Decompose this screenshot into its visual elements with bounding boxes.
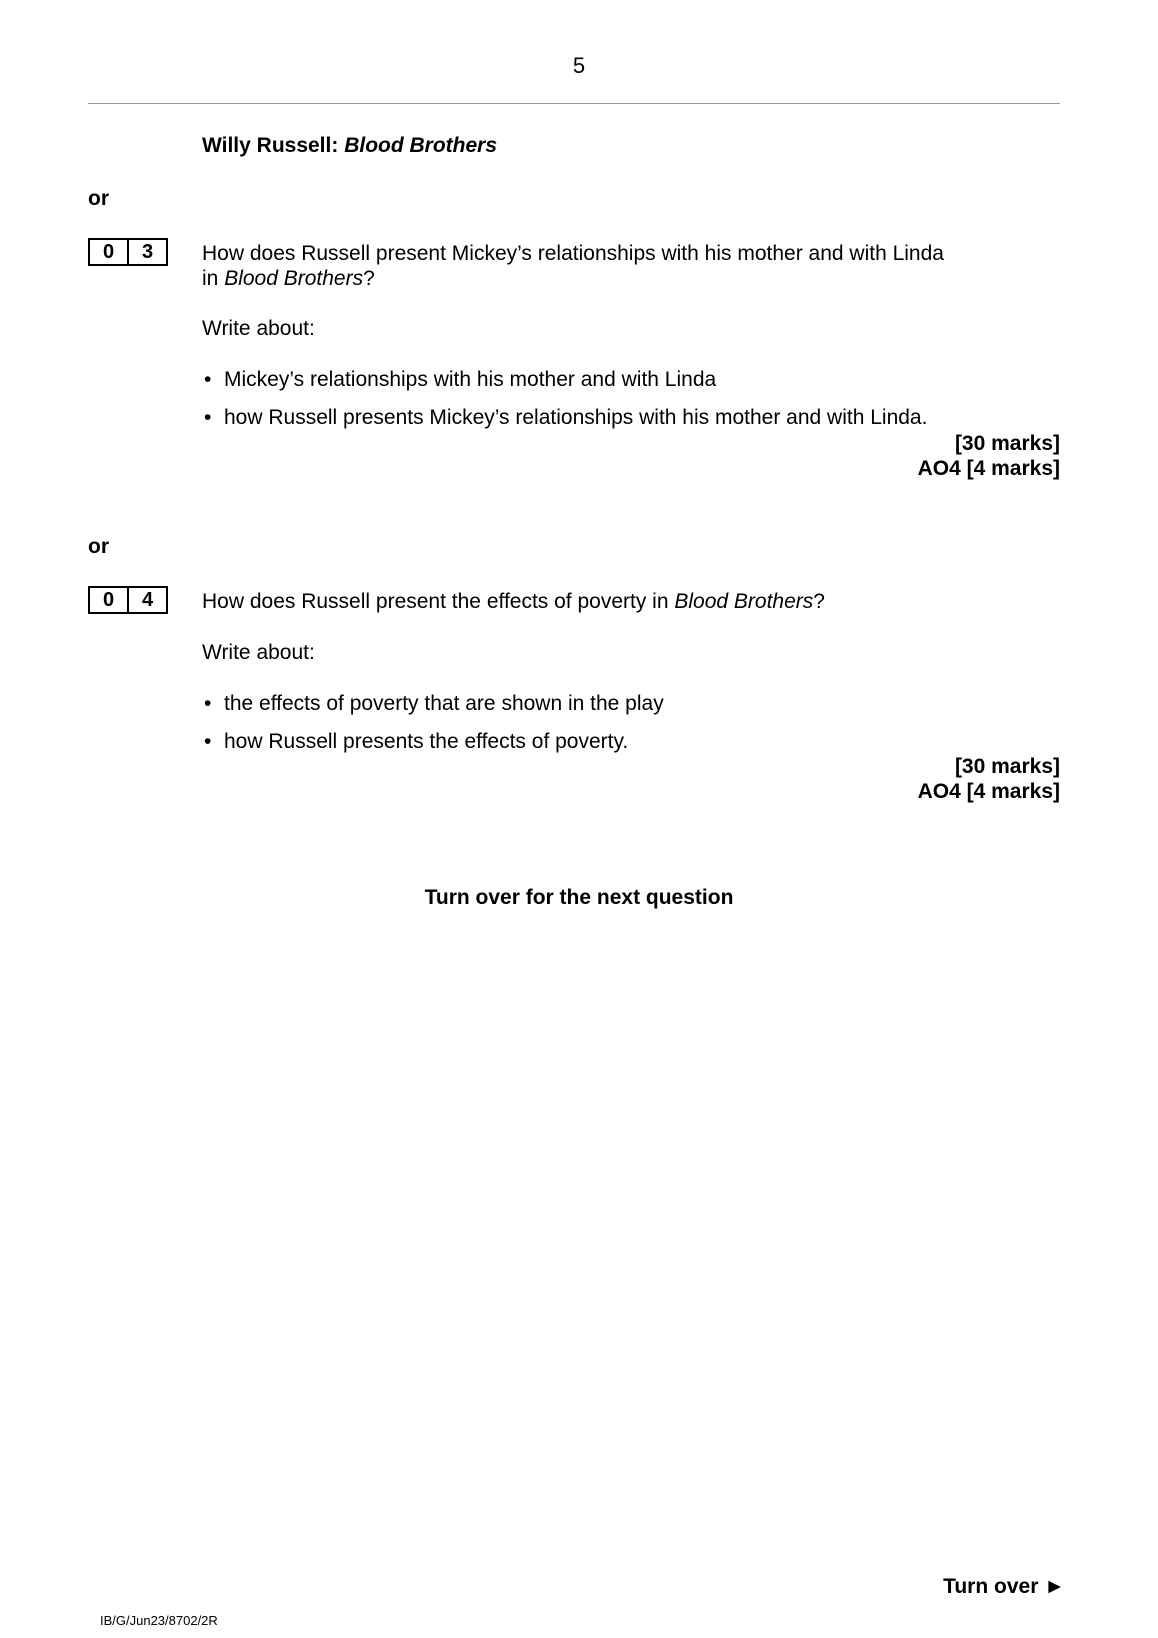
question-04-marks (918, 754, 1060, 804)
list-item: • the effects of poverty that are shown in the play (202, 691, 664, 716)
list-item: • how Russell presents the effects of poverty. (202, 729, 664, 754)
marks-ao4: AO4 [4 marks] (917, 780, 1060, 803)
question-digit: 0 (102, 589, 115, 611)
turn-over-label: Turn over ► (943, 1575, 1065, 1598)
prompt-prefix: How does Russell present the effects of poverty in (202, 590, 675, 613)
or-label-2: or (88, 535, 109, 558)
prompt-prefix: in (202, 267, 225, 290)
footer-reference: IB/G/Jun23/8702/2R (100, 1613, 218, 1628)
page-number: 5 (572, 53, 586, 78)
or-label-1: or (88, 187, 109, 210)
turn-over-next-question: Turn over for the next question (424, 886, 734, 909)
question-03-prompt-line1: How does Russell present Mickey’s relationships with his mother and with Linda (202, 242, 944, 265)
marks-total: [30 marks] (954, 755, 1060, 778)
question-number-box-03 (88, 238, 168, 266)
question-03-prompt (202, 241, 944, 291)
section-title (202, 134, 497, 158)
question-03-write-about: Write about: (202, 317, 315, 340)
question-digit: 3 (127, 240, 166, 264)
question-04-write-about: Write about: (202, 641, 315, 664)
prompt-suffix: ? (363, 267, 375, 290)
prompt-work-title: Blood Brothers (224, 267, 364, 290)
list-item: • Mickey’s relationships with his mother and with Linda (202, 367, 927, 392)
question-04-prompt (202, 589, 825, 614)
prompt-work-title: Blood Brothers (674, 590, 814, 613)
question-digit: 4 (127, 588, 166, 612)
question-03-bullets (202, 367, 927, 443)
header-rule (88, 103, 1060, 104)
question-digit: 0 (102, 241, 115, 263)
section-title-work: Blood Brothers (344, 134, 498, 157)
question-number-box-04 (88, 586, 168, 614)
section-title-author: Willy Russell: (202, 134, 345, 157)
question-03-prompt-line2 (202, 266, 944, 291)
question-04-bullets (202, 691, 664, 767)
list-item: • how Russell presents Mickey’s relationships with his mother and with Linda. (202, 405, 927, 430)
marks-total: [30 marks] (954, 432, 1060, 455)
question-03-marks (918, 431, 1060, 481)
marks-ao4: AO4 [4 marks] (917, 457, 1060, 480)
prompt-suffix: ? (813, 590, 825, 613)
